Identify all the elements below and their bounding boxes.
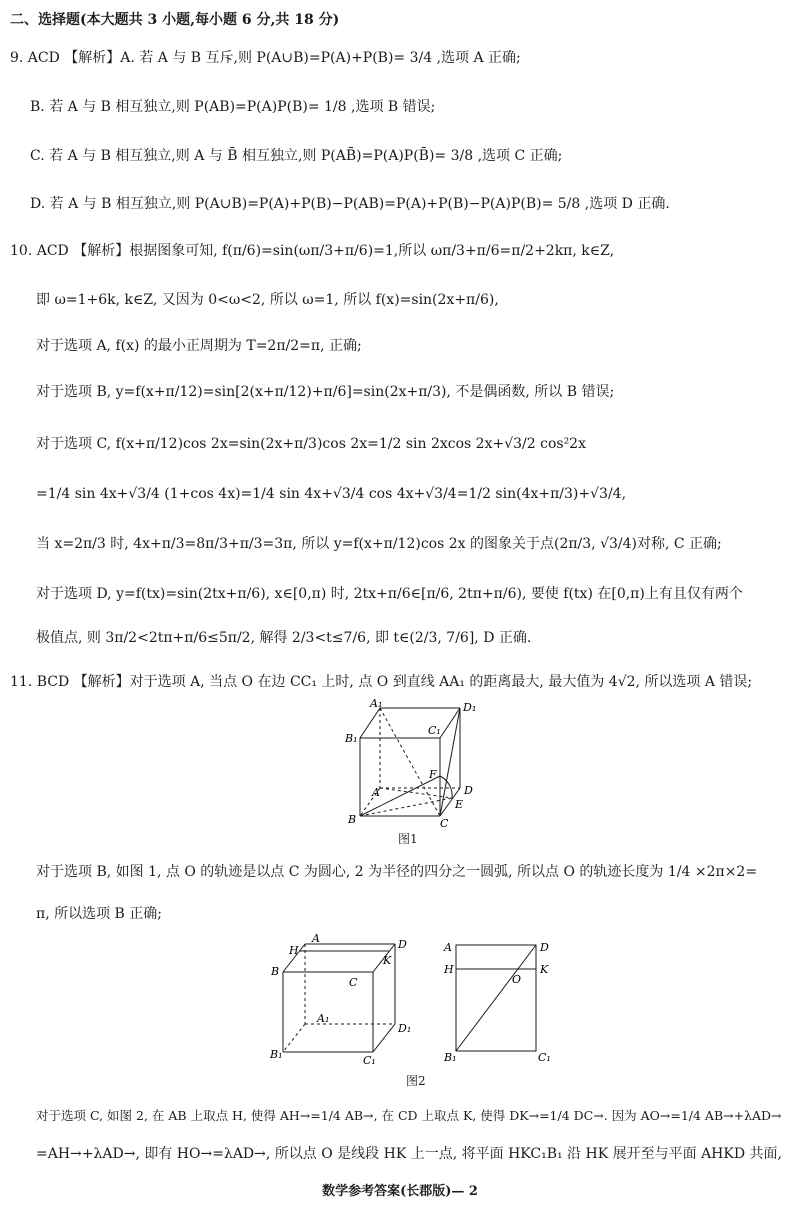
fig2-label-d1: D₁	[398, 1022, 412, 1035]
page-footer: 数学参考答案(长郡版)— 2	[322, 1184, 478, 1199]
q11-line-1: 11. BCD 【解析】对于选项 A, 当点 O 在边 CC₁ 上时, 点 O 到直线 AA₁ 的距离最大, 最大值为 4√2, 所以选项 A 错误;	[10, 674, 753, 690]
fig2-label-b: B	[271, 965, 280, 978]
q10-line-9: 极值点, 则 3π/2<2tπ+π/6≤5π/2, 解得 2/3<t≤7/6, 即 t∈(2/3, 7/6], D 正确.	[36, 630, 532, 646]
section-note: (本大题共 3 小题,每小题 6 分,共 18 分)	[80, 12, 340, 28]
q10-line-4: 对于选项 B, y=f(x+π/12)=sin[2(x+π/12)+π/6]=sin(2x+π/3), 不是偶函数, 所以 B 错误;	[36, 384, 615, 400]
q10-line-7: 当 x=2π/3 时, 4x+π/3=8π/3+π/3=3π, 所以 y=f(x+π/12)cos 2x 的图象关于点(2π/3, √3/4)对称, C 正确;	[36, 536, 722, 552]
fig2-label-d: D	[398, 938, 407, 951]
q11-line-3: π, 所以选项 B 正确;	[36, 906, 163, 922]
segment-b1-d	[456, 945, 536, 1051]
fig2-label-a1: A₁	[317, 1012, 330, 1025]
fig1-label-d1: D₁	[463, 701, 477, 714]
q10-line-6: =1/4 sin 4x+√3/4 (1+cos 4x)=1/4 sin 4x+√3/4 cos 4x+√3/4=1/2 sin(4x+π/3)+√3/4,	[36, 486, 627, 502]
q9-line-d: D. 若 A 与 B 相互独立,则 P(A∪B)=P(A)+P(B)−P(AB)=P(A)+P(B)−P(A)P(B)= 5/8 ,选项 D 正确.	[30, 196, 670, 212]
q9-line-c: C. 若 A 与 B 相互独立,则 A 与 B̄ 相互独立,则 P(AB̄)=P(A)P(B̄)= 3/8 ,选项 C 正确;	[30, 148, 563, 164]
edge-a1-b1-hidden	[283, 1024, 305, 1052]
fig1-label-d: D	[464, 784, 473, 797]
fig2-label-h: H	[289, 944, 299, 957]
fig2-label-c1: C₁	[363, 1054, 376, 1067]
arc-path	[440, 776, 452, 798]
figure-2-caption: 图2	[406, 1074, 426, 1088]
fig2r-label-d: D	[540, 941, 549, 954]
q10-line-8: 对于选项 D, y=f(tx)=sin(2tx+π/6), x∈[0,π) 时, 2tx+π/6∈[π/6, 2tπ+π/6), 要使 f(tx) 在[0,π)上有且仅有两个	[36, 586, 743, 602]
q9-line-b: B. 若 A 与 B 相互独立,则 P(AB)=P(A)P(B)= 1/8 ,选项 B 错误;	[30, 99, 436, 115]
fig2-label-c: C	[349, 976, 358, 989]
fig2-label-b1: B₁	[270, 1048, 283, 1061]
fig2r-label-b1: B₁	[444, 1051, 457, 1064]
section-header	[10, 12, 339, 29]
fig1-label-b1: B₁	[345, 732, 358, 745]
edge-a1-b1	[360, 708, 380, 738]
fig1-label-b: B	[348, 813, 357, 826]
edge-c1-d1	[373, 1024, 395, 1052]
q10-line-3: 对于选项 A, f(x) 的最小正周期为 T=2π/2=π, 正确;	[36, 338, 362, 354]
q9-line-a: 9. ACD 【解析】A. 若 A 与 B 互斥,则 P(A∪B)=P(A)+P(B)= 3/4 ,选项 A 正确;	[10, 50, 521, 66]
figure-2-right	[440, 935, 560, 1065]
fig1-label-a: A	[372, 786, 380, 799]
q10-line-1: 10. ACD 【解析】根据图象可知, f(π/6)=sin(ωπ/3+π/6)=1,所以 ωπ/3+π/6=π/2+2kπ, k∈Z,	[10, 243, 615, 259]
segment-a-e-hidden	[380, 788, 452, 798]
figure-1	[340, 698, 490, 838]
section-title: 二、选择题	[10, 12, 80, 28]
fig2-label-a: A	[312, 932, 320, 945]
fig1-label-f: F	[429, 768, 437, 781]
fig2-label-k: K	[383, 954, 392, 967]
fig1-label-a1: A₁	[370, 698, 383, 710]
fig2r-label-h: H	[444, 963, 454, 976]
fig2r-label-a: A	[444, 941, 452, 954]
figure-2-left	[265, 930, 420, 1070]
q10-line-5: 对于选项 C, f(x+π/12)cos 2x=sin(2x+π/3)cos 2x=1/2 sin 2xcos 2x+√3/2 cos²2x	[36, 436, 586, 452]
fig2r-label-o: O	[512, 973, 522, 986]
q11-line-5: =AH→+λAD→, 即有 HO→=λAD→, 所以点 O 是线段 HK 上一点, 将平面 HKC₁B₁ 沿 HK 展开至与平面 AHKD 共面,	[36, 1146, 782, 1162]
fig2r-label-k: K	[540, 963, 549, 976]
fig1-label-c1: C₁	[428, 724, 441, 737]
figure-1-caption: 图1	[398, 832, 418, 846]
fig2r-label-c1: C₁	[538, 1051, 551, 1064]
q11-line-2: 对于选项 B, 如图 1, 点 O 的轨迹是以点 C 为圆心, 2 为半径的四分之一圆弧, 所以点 O 的轨迹长度为 1/4 ×2π×2=	[36, 864, 758, 880]
fig1-label-c: C	[440, 817, 449, 830]
fig1-label-e: E	[455, 798, 464, 811]
q11-line-4: 对于选项 C, 如图 2, 在 AB 上取点 H, 使得 AH→=1/4 AB→, 在 CD 上取点 K, 使得 DK→=1/4 DC→. 因为 AO→=1/4 AB→+λAD→	[36, 1108, 782, 1123]
q10-line-2: 即 ω=1+6k, k∈Z, 又因为 0<ω<2, 所以 ω=1, 所以 f(x)=sin(2x+π/6),	[36, 292, 499, 308]
